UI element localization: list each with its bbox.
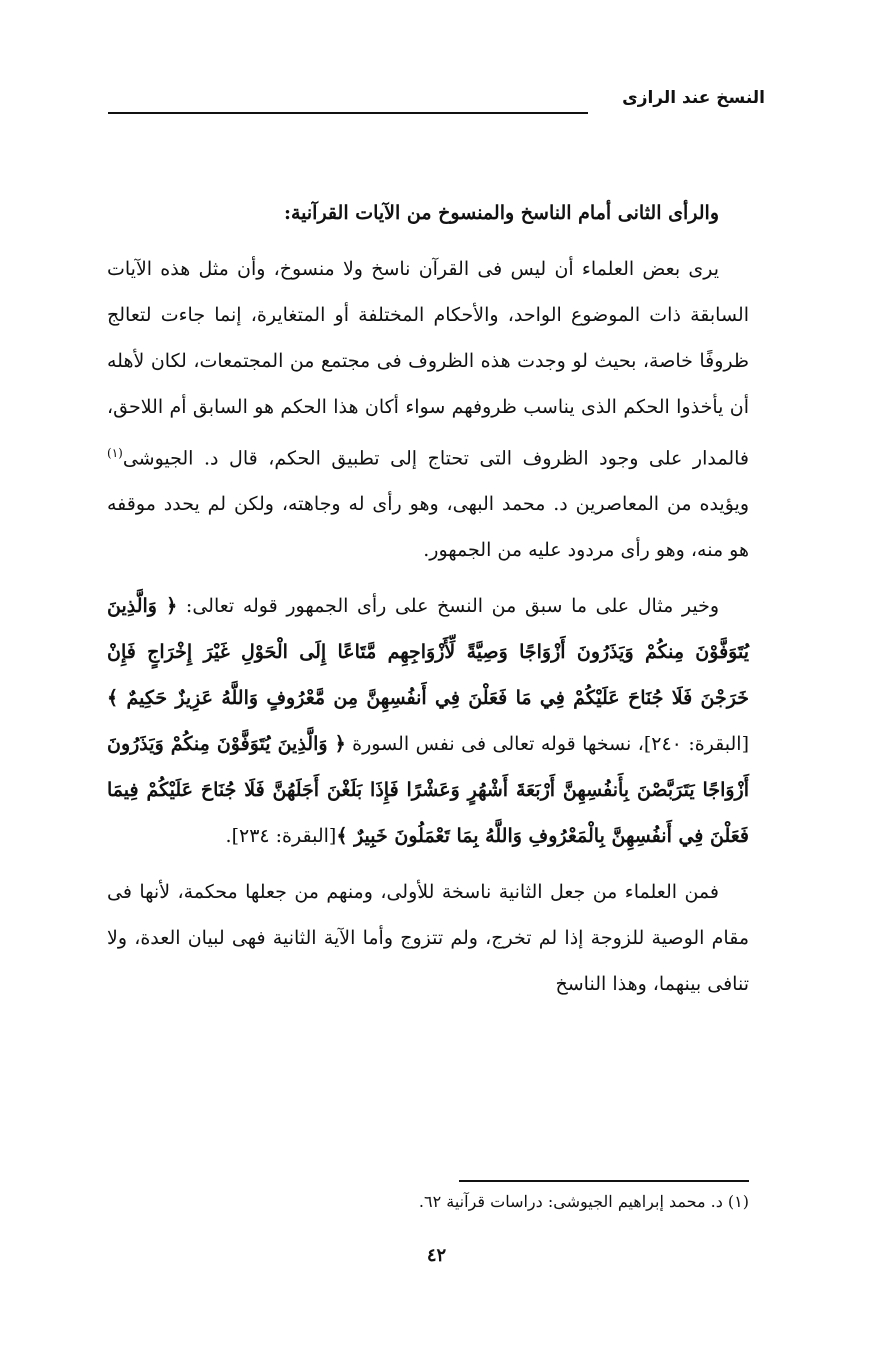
verse-2-reference: [البقرة: ٢٣٤]. (225, 825, 337, 848)
footnote-marker: (١) (107, 446, 123, 460)
main-text (107, 190, 749, 1017)
section-subheading: والرأى الثانى أمام الناسخ والمنسوخ من الآيات القرآنية: (283, 202, 719, 224)
page-number: ٤٢ (426, 1245, 447, 1266)
paragraph-2-intro: وخير مثال على ما سبق من النسخ على رأى الجمهور قوله تعالى: (177, 595, 720, 618)
paragraph-2 (107, 583, 749, 859)
paragraph-2-middle: نسخها قوله تعالى فى نفس السورة (345, 733, 638, 756)
header-rule (108, 112, 588, 114)
running-header-title: النسخ عند الرازى (622, 88, 765, 108)
quran-verse-2: ﴿ وَالَّذِينَ يُتَوَفَّوْنَ مِنكُمْ وَيَذَرُونَ أَزْوَاجًا يَتَرَبَّصْنَ بِأَنفُسِهِنَّ أَرْبَعَةَ أَشْهُرٍ وَعَشْرًا فَإِذَا بَلَغْنَ أَجَلَهُنَّ فَلَا جُنَاحَ عَلَيْكُمْ فِيمَا فَعَلْنَ فِي أَنفُسِهِنَّ بِالْمَعْرُوفِ وَاللَّهُ بِمَا تَعْمَلُونَ خَبِيرٌ ﴾ (107, 733, 749, 848)
paragraph-1-continuation: ويؤيده من المعاصرين د. محمد البهى، وهو رأى له وجاهته، ولكن لم يحدد موقفه هو منه، وهو رأى مردود عليه من الجمهور. (107, 493, 749, 562)
footnote: (١) د. محمد إبراهيم الجيوشى: دراسات قرآنية ٦٢. (418, 1192, 749, 1211)
paragraph-1-text: يرى بعض العلماء أن ليس فى القرآن ناسخ ولا منسوخ، وأن مثل هذه الآيات السابقة ذات الموضوع الواحد، والأحكام المختلفة أو المتغايرة، إنما جاءت لتعالج ظروفًا خاصة، بحيث لو وجدت هذه الظروف فى مجتمع من المجتمعات، لكان لأهله أن يأخذوا الحكم الذى يناسب ظروفهم سواء أكان هذا الحكم هو السابق أم اللاحق، فالمدار على وجود الظروف التى تحتاج إلى تطبيق الحكم، قال د. الجيوشى (107, 258, 749, 470)
verse-1-reference: [البقرة: ٢٤٠]، (637, 733, 749, 756)
footnote-rule (459, 1180, 749, 1182)
paragraph-1 (107, 246, 749, 573)
paragraph-3: فمن العلماء من جعل الثانية ناسخة للأولى، ومنهم من جعلها محكمة، لأنها فى مقام الوصية للزوجة إذا لم تخرج، ولم تتزوج وأما الآية الثانية فهى لبيان العدة، ولا تنافى بينهما، وهذا الناسخ (107, 881, 749, 996)
quran-verse-1: ﴿ وَالَّذِينَ يُتَوَفَّوْنَ مِنكُمْ وَيَذَرُونَ أَزْوَاجًا وَصِيَّةً لِّأَزْوَاجِهِم مَّتَاعًا إِلَى الْحَوْلِ غَيْرَ إِخْرَاجٍ فَإِنْ خَرَجْنَ فَلَا جُنَاحَ عَلَيْكُمْ فِي مَا فَعَلْنَ فِي أَنفُسِهِنَّ مِن مَّعْرُوفٍ وَاللَّهُ عَزِيزٌ حَكِيمٌ ﴾ (107, 595, 749, 710)
